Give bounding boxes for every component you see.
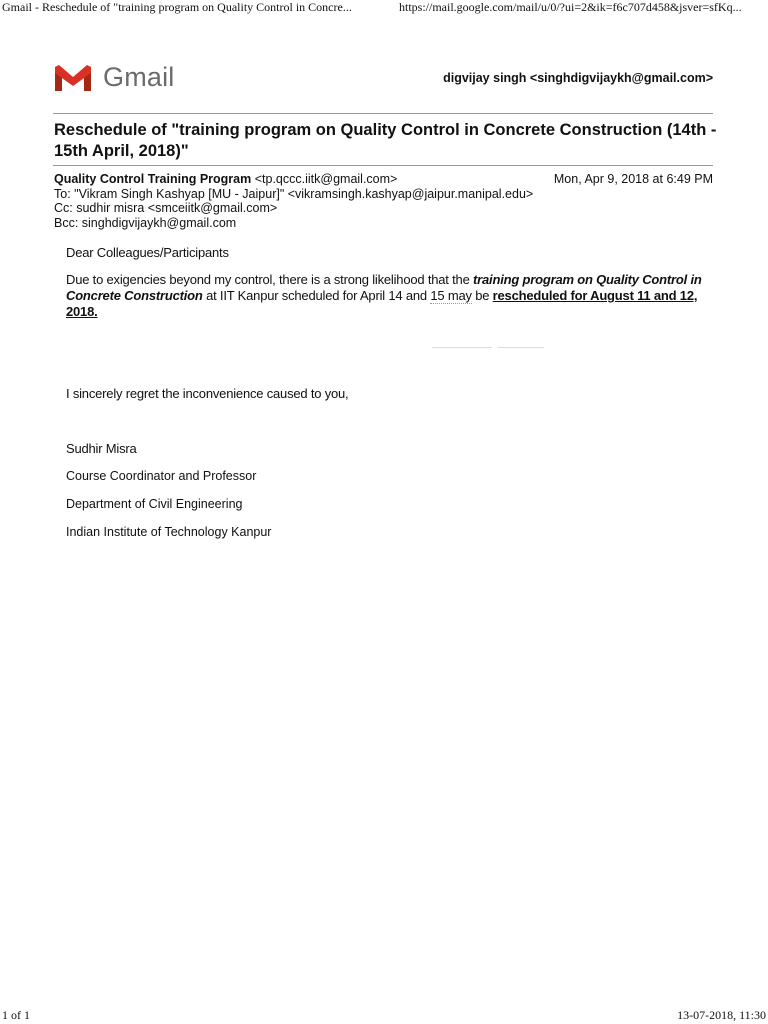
sender-email: <tp.qccc.iitk@gmail.com>: [254, 172, 398, 186]
divider-top: [53, 113, 713, 114]
bcc-line: Bcc: singhdigvijaykh@gmail.com: [54, 215, 237, 230]
sender-name: Quality Control Training Program: [54, 172, 252, 186]
signature-department: Department of Civil Engineering: [66, 497, 243, 511]
gmail-logo-icon: [53, 63, 93, 93]
program-name-emphasis: training program on Quality Control in Concrete Construction: [66, 272, 702, 303]
account-identity: digvijay singh <singhdigvijaykh@gmail.com>: [443, 71, 713, 85]
email-subject: Reschedule of "training program on Quality Control in Concrete Construction (14th - 15th April, 2018)": [54, 121, 717, 160]
print-footer-datetime: 13-07-2018, 11:30: [677, 1008, 766, 1022]
cc-line: Cc: sudhir misra <smceiitk@gmail.com>: [54, 201, 278, 215]
para-text-3: be: [471, 288, 493, 303]
gmail-wordmark: Gmail: [103, 62, 175, 92]
para-text-1: Due to exigencies beyond my control, there is a strong likelihood that the: [66, 272, 474, 287]
faint-divider-2: [498, 347, 544, 348]
print-header-title: Gmail - Reschedule of "training program on Quality Control in Concre...: [2, 0, 352, 14]
faint-divider-1: [432, 347, 492, 348]
signature-title: Course Coordinator and Professor: [66, 469, 257, 483]
para-text-2: at IIT Kanpur scheduled for April 14 and: [202, 288, 431, 303]
signature-institute: Indian Institute of Technology Kanpur: [66, 525, 272, 539]
print-header-url: https://mail.google.com/mail/u/0/?ui=2&ik=f6c707d458&jsver=sfKq...: [399, 0, 742, 14]
reschedule-dates: rescheduled for August 11 and 12, 2018.: [66, 288, 698, 319]
divider-subject: [53, 165, 713, 166]
salutation: Dear Colleagues/Participants: [66, 245, 229, 260]
email-date: Mon, Apr 9, 2018 at 6:49 PM: [553, 172, 713, 186]
to-line: To: "Vikram Singh Kashyap [MU - Jaipur]" <vikramsingh.kashyap@jaipur.manipal.edu>: [54, 186, 534, 201]
signature-name: Sudhir Misra: [66, 441, 137, 456]
para-dotted-text: 15 may: [430, 288, 472, 303]
regret-line: I sincerely regret the inconvenience caused to you,: [66, 386, 349, 401]
print-footer-page: 1 of 1: [2, 1008, 30, 1022]
body-paragraph: [66, 272, 716, 320]
gmail-logo: [53, 62, 175, 93]
